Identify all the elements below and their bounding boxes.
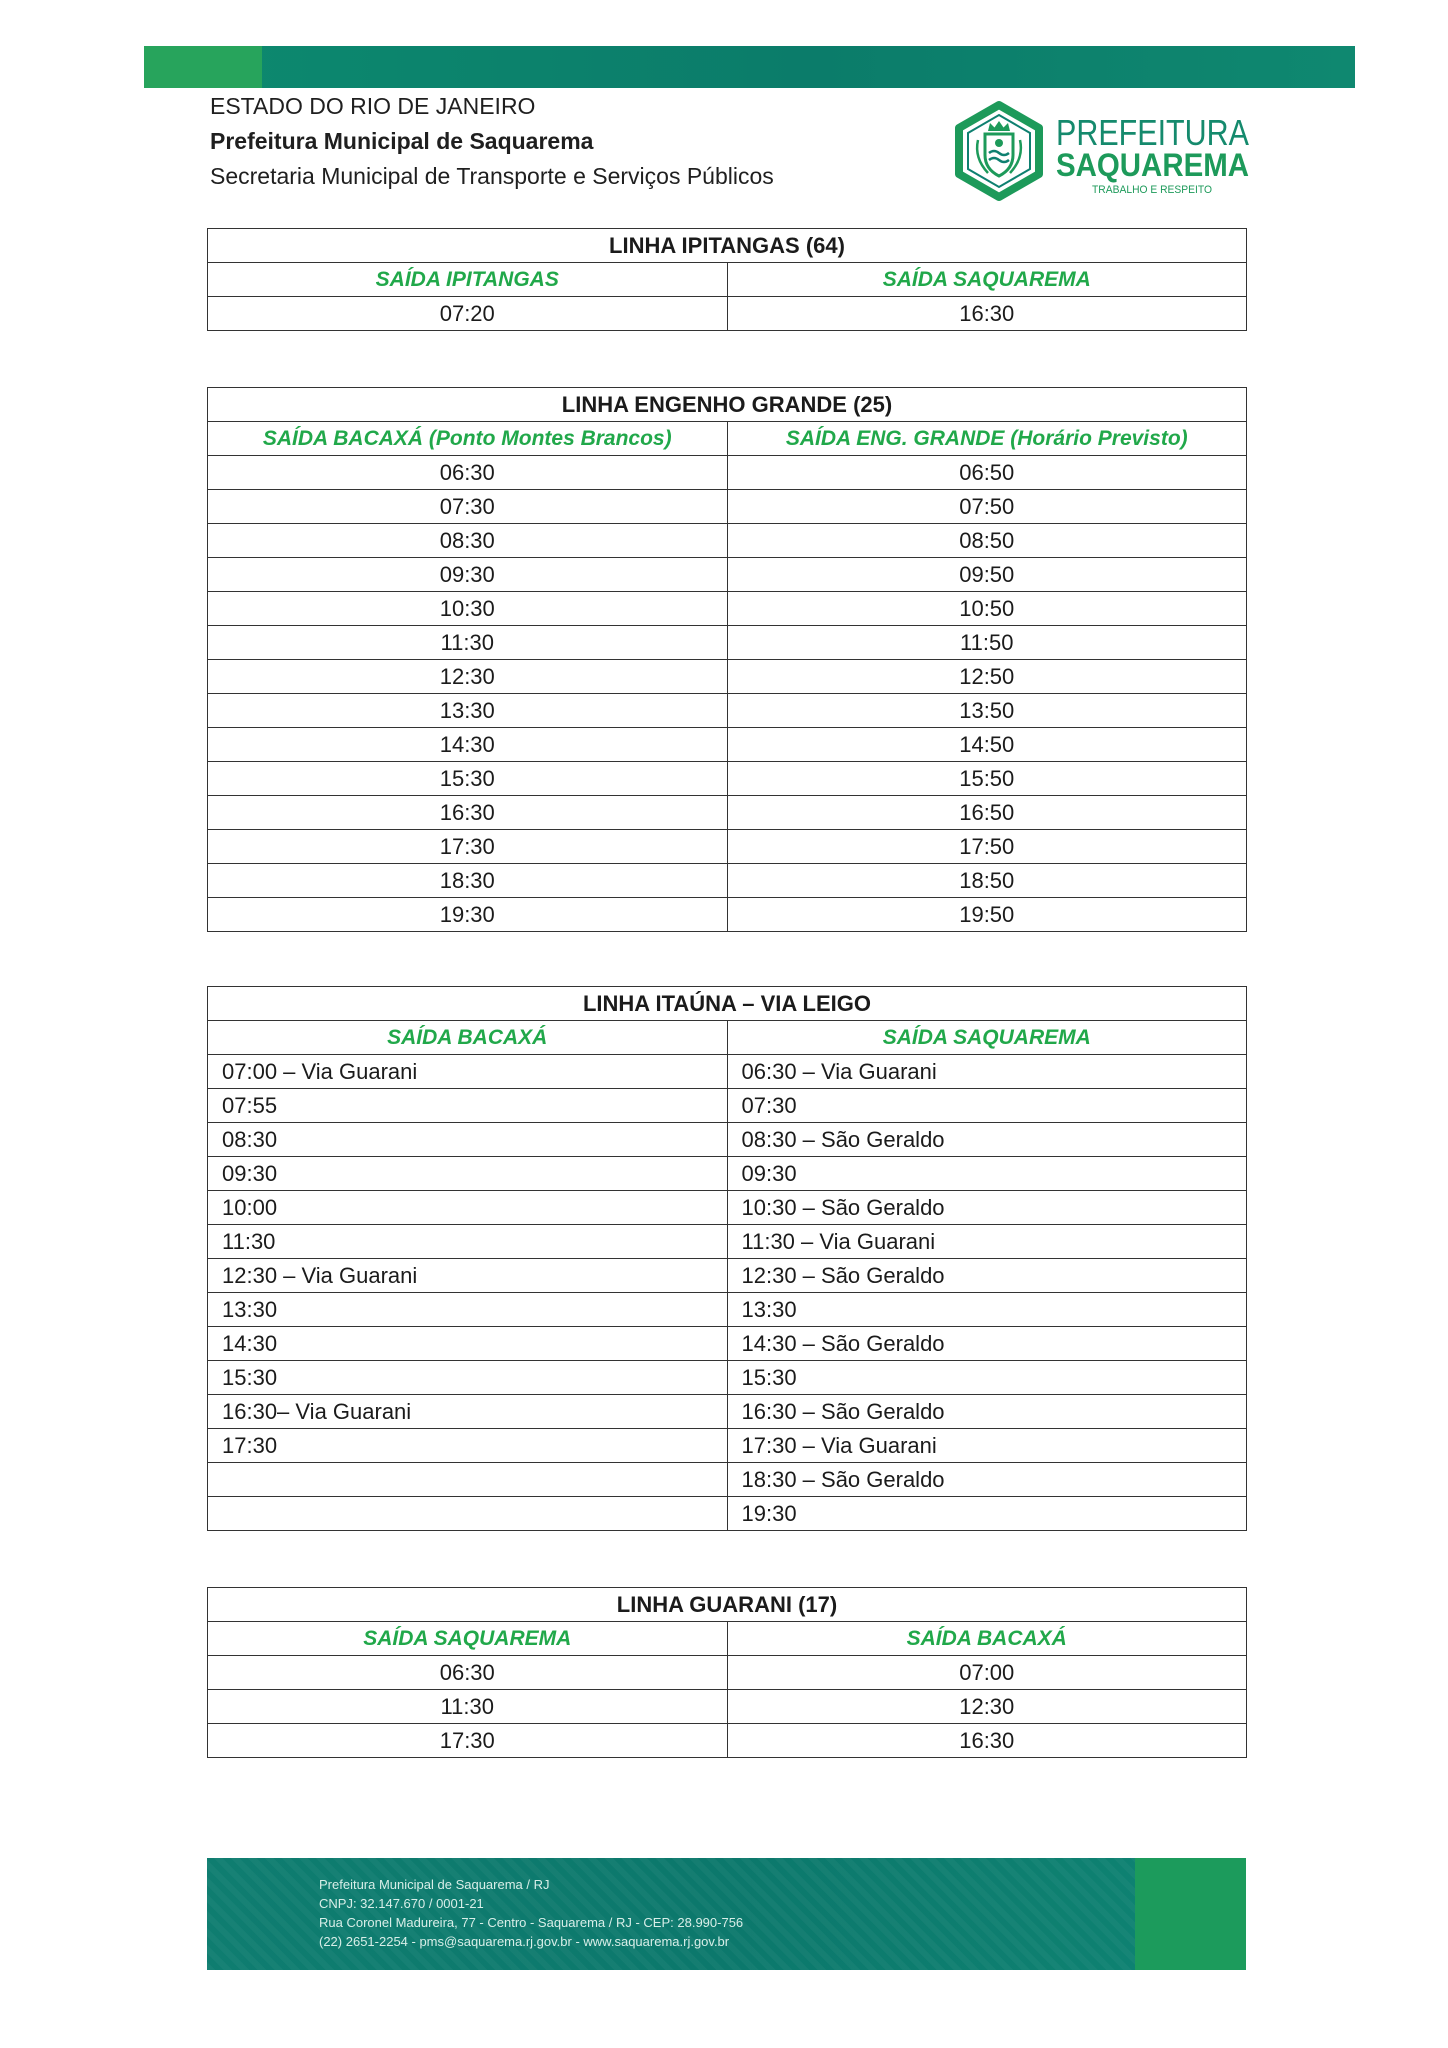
coat-of-arms-icon: [959, 105, 1039, 197]
table-row: [208, 864, 1247, 898]
table-row: [208, 1724, 1247, 1758]
departure-time: 06:30: [208, 456, 728, 490]
table-row: [208, 297, 1247, 331]
departure-time: 07:00 – Via Guarani: [208, 1055, 728, 1089]
table-row: [208, 694, 1247, 728]
departure-time: 12:30 – Via Guarani: [208, 1259, 728, 1293]
municipality-name: Prefeitura Municipal de Saquarema: [210, 128, 594, 154]
departure-time: 15:30: [208, 1361, 728, 1395]
departure-time: 07:50: [727, 490, 1247, 524]
table-row: [208, 1429, 1247, 1463]
departure-time: 12:50: [727, 660, 1247, 694]
departure-time: 08:30: [208, 1123, 728, 1157]
schedule-body: [208, 1588, 1247, 1758]
departure-time: 07:30: [208, 490, 728, 524]
departure-time: 14:30: [208, 728, 728, 762]
table-row: [208, 1225, 1247, 1259]
table-row: [208, 830, 1247, 864]
state-name: ESTADO DO RIO DE JANEIRO: [210, 93, 536, 119]
departure-time: 13:50: [727, 694, 1247, 728]
departure-time: 16:30– Via Guarani: [208, 1395, 728, 1429]
departure-time: 11:30: [208, 1225, 728, 1259]
schedule-grid: [207, 986, 1247, 1531]
departure-time: 08:30: [208, 524, 728, 558]
header-bar: [144, 46, 1355, 88]
schedule-table-ipitangas: [207, 228, 1247, 331]
departure-time: 13:30: [727, 1293, 1247, 1327]
table-row: [208, 490, 1247, 524]
departure-time: [208, 1463, 728, 1497]
table-row: [208, 1656, 1247, 1690]
departure-time: 08:50: [727, 524, 1247, 558]
table-row: [208, 1395, 1247, 1429]
table-title: LINHA GUARANI (17): [208, 1588, 1247, 1622]
department-name: Secretaria Municipal de Transporte e Serviços Públicos: [210, 163, 774, 189]
departure-time: 07:55: [208, 1089, 728, 1123]
departure-time: 16:30: [208, 796, 728, 830]
logo-slogan: TRABALHO E RESPEITO: [1092, 184, 1213, 196]
table-row: [208, 1089, 1247, 1123]
header-row: [208, 422, 1247, 456]
prefeitura-saquarema-logo: [951, 100, 1253, 200]
footer-cnpj: CNPJ: 32.147.670 / 0001-21: [319, 1896, 484, 1911]
departure-time: 12:30: [208, 660, 728, 694]
departure-time: 18:30 – São Geraldo: [727, 1463, 1247, 1497]
table-row: [208, 558, 1247, 592]
table-row: [208, 1055, 1247, 1089]
column-header: SAÍDA SAQUAREMA: [727, 263, 1247, 297]
departure-time: 19:30: [208, 898, 728, 932]
departure-time: 19:50: [727, 898, 1247, 932]
schedule-table-guarani: [207, 1587, 1247, 1758]
column-header: SAÍDA SAQUAREMA: [208, 1622, 728, 1656]
departure-time: 16:50: [727, 796, 1247, 830]
schedule-table-engenho-grande: [207, 387, 1247, 932]
title-row: [208, 229, 1247, 263]
departure-time: 16:30 – São Geraldo: [727, 1395, 1247, 1429]
table-row: [208, 1157, 1247, 1191]
table-row: [208, 796, 1247, 830]
table-title: LINHA ITAÚNA – VIA LEIGO: [208, 987, 1247, 1021]
footer-contacts: (22) 2651-2254 - pms@saquarema.rj.gov.br - www.saquarema.rj.gov.br: [319, 1934, 730, 1949]
column-header: SAÍDA ENG. GRANDE (Horário Previsto): [727, 422, 1247, 456]
footer-accent: [1135, 1858, 1246, 1970]
departure-time: [208, 1497, 728, 1531]
departure-time: 11:30: [208, 1690, 728, 1724]
table-row: [208, 728, 1247, 762]
departure-time: 10:30: [208, 592, 728, 626]
departure-time: 18:50: [727, 864, 1247, 898]
departure-time: 10:50: [727, 592, 1247, 626]
departure-time: 06:30 – Via Guarani: [727, 1055, 1247, 1089]
departure-time: 17:50: [727, 830, 1247, 864]
departure-time: 07:30: [727, 1089, 1247, 1123]
departure-time: 14:30 – São Geraldo: [727, 1327, 1247, 1361]
departure-time: 14:30: [208, 1327, 728, 1361]
table-row: [208, 456, 1247, 490]
departure-time: 14:50: [727, 728, 1247, 762]
table-row: [208, 626, 1247, 660]
schedule-grid: [207, 1587, 1247, 1758]
table-row: [208, 898, 1247, 932]
departure-time: 15:30: [208, 762, 728, 796]
table-title: LINHA ENGENHO GRANDE (25): [208, 388, 1247, 422]
footer-contact: [319, 1875, 743, 1951]
departure-time: 11:30 – Via Guarani: [727, 1225, 1247, 1259]
table-row: [208, 660, 1247, 694]
title-row: [208, 388, 1247, 422]
departure-time: 06:50: [727, 456, 1247, 490]
header-row: [208, 1622, 1247, 1656]
departure-time: 15:30: [727, 1361, 1247, 1395]
header-row: [208, 1021, 1247, 1055]
departure-time: 18:30: [208, 864, 728, 898]
departure-time: 17:30: [208, 1429, 728, 1463]
table-row: [208, 762, 1247, 796]
table-row: [208, 592, 1247, 626]
departure-time: 12:30: [727, 1690, 1247, 1724]
table-row: [208, 1690, 1247, 1724]
table-row: [208, 1123, 1247, 1157]
schedule-table-itauna-via-leigo: [207, 986, 1247, 1531]
departure-time: 09:30: [208, 558, 728, 592]
footer-org: Prefeitura Municipal de Saquarema / RJ: [319, 1877, 550, 1892]
table-row: [208, 1293, 1247, 1327]
departure-time: 10:30 – São Geraldo: [727, 1191, 1247, 1225]
schedule-body: [208, 987, 1247, 1531]
departure-time: 13:30: [208, 694, 728, 728]
table-row: [208, 1191, 1247, 1225]
column-header: SAÍDA SAQUAREMA: [727, 1021, 1247, 1055]
footer-bar: [207, 1858, 1246, 1970]
table-row: [208, 1327, 1247, 1361]
departure-time: 10:00: [208, 1191, 728, 1225]
table-row: [208, 524, 1247, 558]
column-header: SAÍDA BACAXÁ: [727, 1622, 1247, 1656]
departure-time: 16:30: [727, 1724, 1247, 1758]
departure-time: 12:30 – São Geraldo: [727, 1259, 1247, 1293]
departure-time: 19:30: [727, 1497, 1247, 1531]
departure-time: 09:30: [727, 1157, 1247, 1191]
departure-time: 11:50: [727, 626, 1247, 660]
schedule-body: [208, 388, 1247, 932]
departure-time: 17:30: [208, 830, 728, 864]
title-row: [208, 987, 1247, 1021]
title-row: [208, 1588, 1247, 1622]
departure-time: 16:30: [727, 297, 1247, 331]
departure-time: 09:30: [208, 1157, 728, 1191]
footer-address: Rua Coronel Madureira, 77 - Centro - Saquarema / RJ - CEP: 28.990-756: [319, 1915, 744, 1930]
table-row: [208, 1463, 1247, 1497]
column-header: SAÍDA IPITANGAS: [208, 263, 728, 297]
table-title: LINHA IPITANGAS (64): [208, 229, 1247, 263]
departure-time: 17:30: [208, 1724, 728, 1758]
column-header: SAÍDA BACAXÁ (Ponto Montes Brancos): [208, 422, 728, 456]
departure-time: 11:30: [208, 626, 728, 660]
table-row: [208, 1361, 1247, 1395]
header-bar-accent: [144, 46, 262, 88]
departure-time: 07:00: [727, 1656, 1247, 1690]
table-row: [208, 1259, 1247, 1293]
schedule-grid: [207, 387, 1247, 932]
logo-title: PREFEITURA: [1056, 112, 1249, 153]
departure-time: 09:50: [727, 558, 1247, 592]
schedule-body: [208, 229, 1247, 331]
departure-time: 08:30 – São Geraldo: [727, 1123, 1247, 1157]
header-row: [208, 263, 1247, 297]
departure-time: 17:30 – Via Guarani: [727, 1429, 1247, 1463]
logo-name: SAQUAREMA: [1056, 147, 1249, 183]
letterhead: [210, 89, 774, 194]
departure-time: 15:50: [727, 762, 1247, 796]
departure-time: 13:30: [208, 1293, 728, 1327]
departure-time: 07:20: [208, 297, 728, 331]
column-header: SAÍDA BACAXÁ: [208, 1021, 728, 1055]
departure-time: 06:30: [208, 1656, 728, 1690]
table-row: [208, 1497, 1247, 1531]
schedule-grid: [207, 228, 1247, 331]
